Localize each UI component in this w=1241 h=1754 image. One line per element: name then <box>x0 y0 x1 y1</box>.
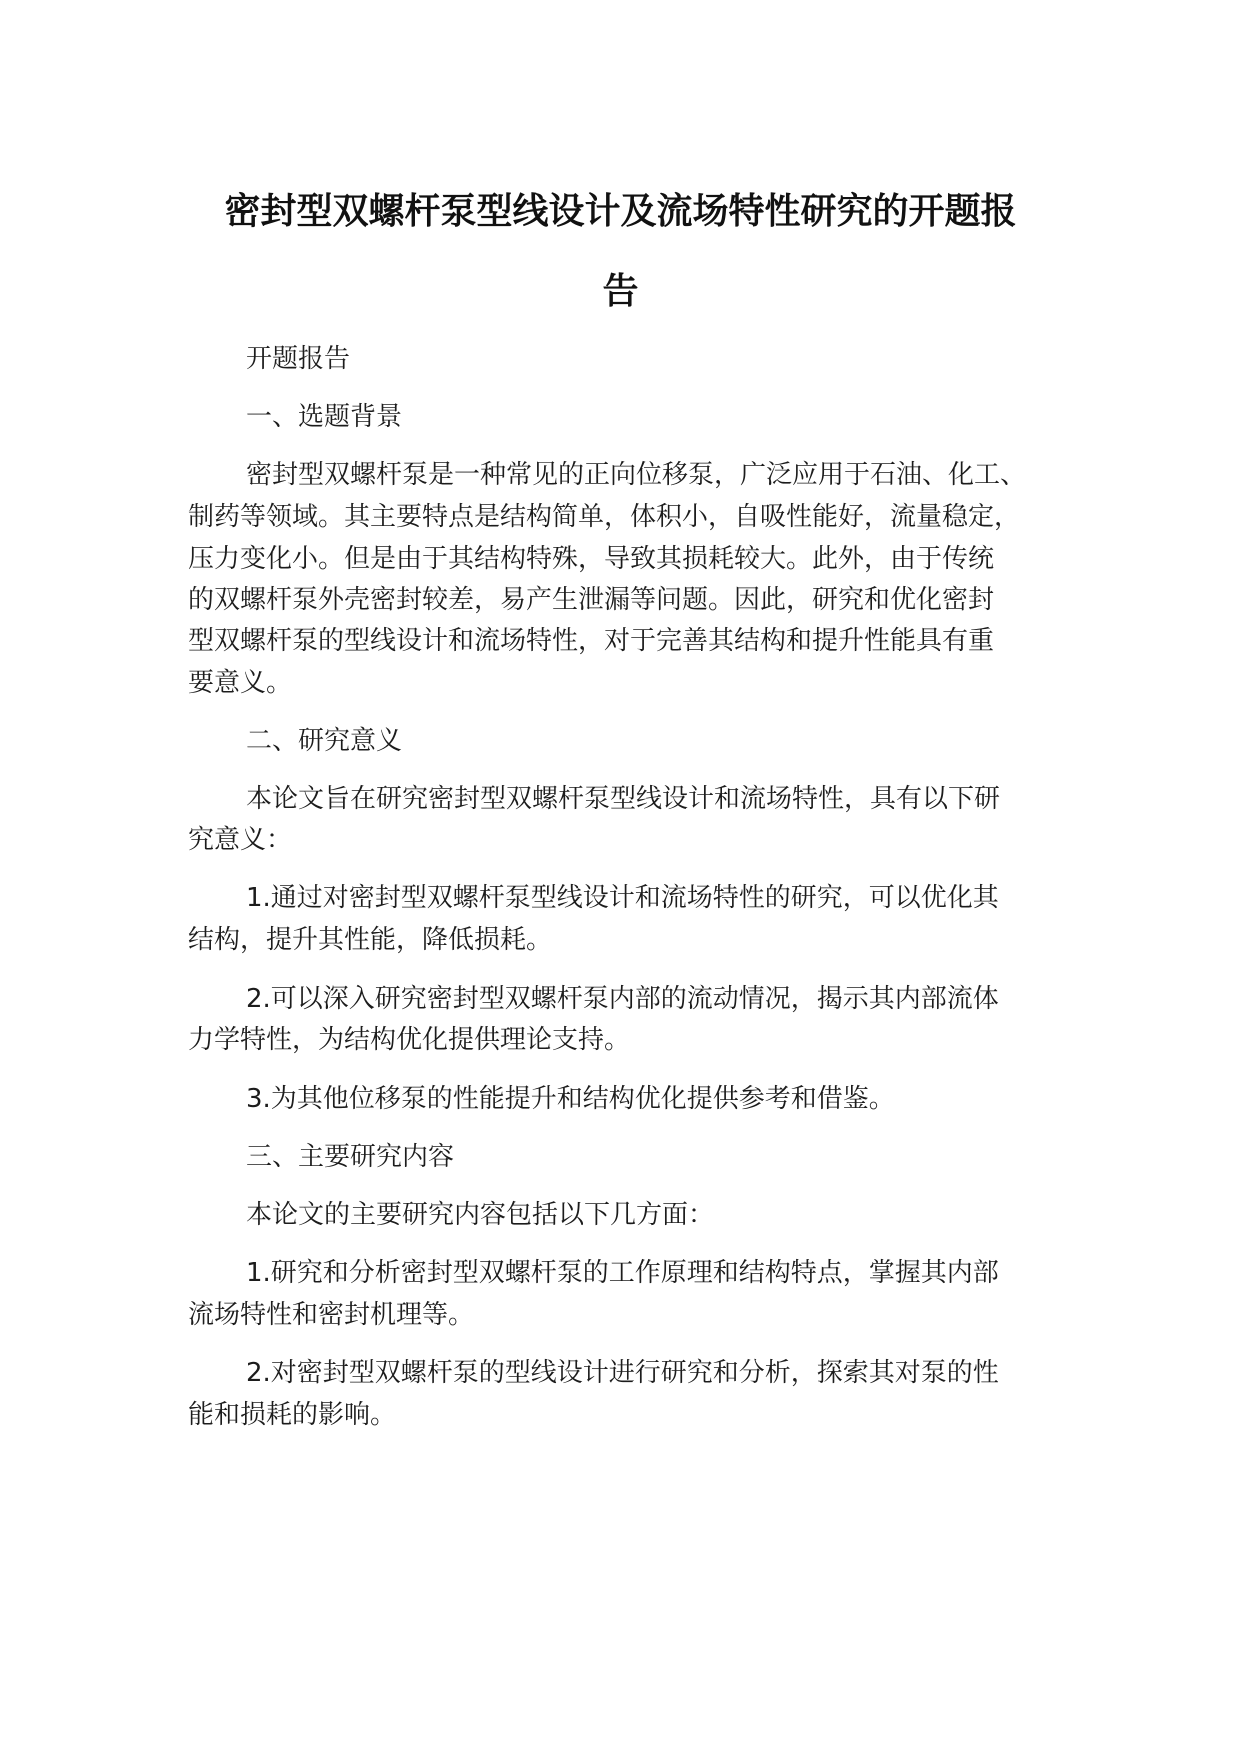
paragraph-line: 压力变化小。但是由于其结构特殊，导致其损耗较大。此外，由于传统 <box>188 544 995 574</box>
list-item-line: 力学特性，为结构优化提供理论支持。 <box>188 1025 631 1055</box>
list-item-line: 能和损耗的影响。 <box>188 1400 397 1430</box>
paragraph-line: 究意义： <box>188 825 293 855</box>
paragraph-line: 制药等领域。其主要特点是结构简单，体积小，自吸性能好，流量稳定， <box>188 502 1021 532</box>
list-item-line: 流场特性和密封机理等。 <box>188 1300 475 1330</box>
list-item-line: 3.为其他位移泵的性能提升和结构优化提供参考和借鉴。 <box>246 1084 895 1114</box>
document-title-line-2: 告 <box>602 271 639 312</box>
section-heading-content: 三、主要研究内容 <box>246 1142 455 1172</box>
section-heading-report: 开题报告 <box>246 344 351 374</box>
list-item-line: 1.研究和分析密封型双螺杆泵的工作原理和结构特点，掌握其内部 <box>246 1258 999 1288</box>
document-title-line-1: 密封型双螺杆泵型线设计及流场特性研究的开题报 <box>224 191 1017 232</box>
list-item-line: 结构，提升其性能，降低损耗。 <box>188 925 553 955</box>
paragraph-line: 型双螺杆泵的型线设计和流场特性，对于完善其结构和提升性能具有重 <box>188 626 995 656</box>
paragraph-line: 的双螺杆泵外壳密封较差，易产生泄漏等问题。因此，研究和优化密封 <box>188 585 995 615</box>
section-heading-significance: 二、研究意义 <box>246 726 403 756</box>
paragraph-line: 要意义。 <box>188 668 293 698</box>
paragraph-line: 本论文旨在研究密封型双螺杆泵型线设计和流场特性，具有以下研 <box>246 784 1001 814</box>
list-item-line: 2.可以深入研究密封型双螺杆泵内部的流动情况，揭示其内部流体 <box>246 984 999 1014</box>
list-item-line: 2.对密封型双螺杆泵的型线设计进行研究和分析，探索其对泵的性 <box>246 1358 999 1388</box>
paragraph-line: 密封型双螺杆泵是一种常见的正向位移泵，广泛应用于石油、化工、 <box>246 460 1027 490</box>
paragraph-line: 本论文的主要研究内容包括以下几方面： <box>246 1200 715 1230</box>
list-item-line: 1.通过对密封型双螺杆泵型线设计和流场特性的研究，可以优化其 <box>246 883 999 913</box>
section-heading-background: 一、选题背景 <box>246 402 403 432</box>
